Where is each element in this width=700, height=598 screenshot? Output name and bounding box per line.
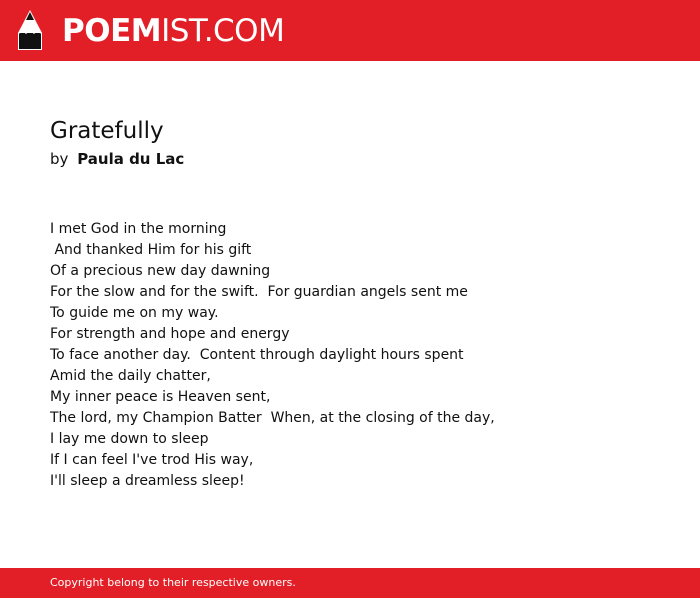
site-footer [0, 568, 700, 598]
poem-line: Of a precious new day dawning [50, 263, 271, 279]
site-header [0, 0, 700, 61]
brand-bold: POEM [62, 13, 162, 49]
poem-line: To face another day. Content through daylight hours spent [50, 347, 464, 363]
brand-light: IST.COM [161, 13, 285, 49]
poem-line: And thanked Him for his gift [50, 242, 252, 258]
poem-line: I lay me down to sleep [50, 431, 209, 447]
poem-line: Amid the daily chatter, [50, 368, 211, 384]
poem-body [50, 219, 670, 492]
pencil-tip-icon[interactable] [16, 9, 44, 52]
site-logo-text[interactable] [62, 11, 284, 51]
poem-line: The lord, my Champion Batter When, at the closing of the day, [50, 410, 495, 426]
poem-line: To guide me on my way. [50, 305, 219, 321]
poem-author: Paula du Lac [77, 150, 185, 168]
poem-line: My inner peace is Heaven sent, [50, 389, 271, 405]
by-label: by [50, 150, 69, 168]
poem-line: For strength and hope and energy [50, 326, 290, 342]
poem-line: If I can feel I've trod His way, [50, 452, 254, 468]
copyright-text: Copyright belong to their respective owners. [50, 576, 296, 589]
poem-line: I met God in the morning [50, 221, 227, 237]
poem-byline [50, 149, 184, 169]
poem-title: Gratefully [50, 118, 164, 144]
poem-line: For the slow and for the swift. For guardian angels sent me [50, 284, 468, 300]
poem-line: I'll sleep a dreamless sleep! [50, 473, 245, 489]
